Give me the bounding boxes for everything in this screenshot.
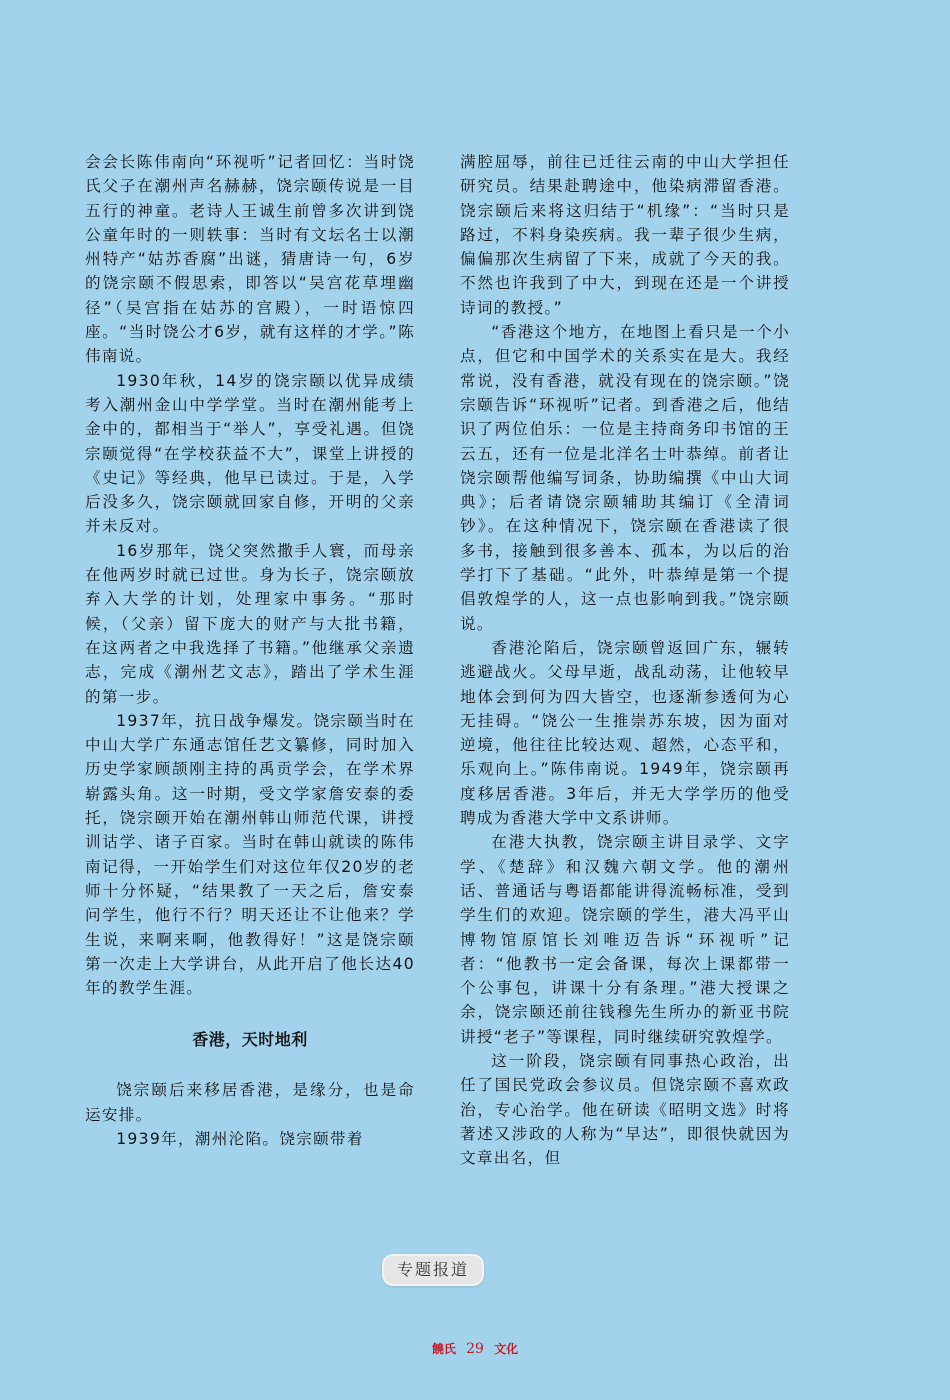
section-badge: 专题报道 [384,1256,482,1284]
paragraph: 满腔屈辱，前往已迁往云南的中山大学担任研究员。结果赴聘途中，他染病滞留香港。饶宗颐后来将这归结于“机缘”：“当时只是路过，不料身染疾病。我一辈子很少生病，偏偏那次生病留了下来，成就了今天的我。不然也许我到了中大，到现在还是一个讲授诗词的教授。” [460,153,790,317]
page-number: 29 [466,1341,484,1357]
footer-magazine-name-left: 饒氏 [431,1342,456,1356]
paragraph: 16岁那年，饶父突然撒手人寰，而母亲在他两岁时就已过世。身为长子，饶宗颐放弃入大学的计划，处理家中事务。“那时候，（父亲）留下庞大的财产与大批书籍，在这两者之中我选择了书籍。”他继承父亲遗志，完成《潮州艺文志》，踏出了学术生涯的第一步。 [85,541,415,706]
paragraph: 在港大执教，饶宗颐主讲目录学、文字学、《楚辞》和汉魏六朝文学。他的潮州话、普通话与粤语都能讲得流畅标准，受到学生们的欢迎。饶宗颐的学生，港大冯平山博物馆原馆长刘唯迈告诉“环视听”记者：“他教书一定会备课，每次上课都带一个公事包，讲课十分有条理。”港大授课之余，饶宗颐还前往钱穆先生所办的新亚书院讲授“老子”等课程，同时继续研究敦煌学。 [460,833,790,1046]
article-column-right [460,150,790,1170]
section-heading: 香港，天时地利 [192,1030,308,1050]
paragraph: 香港沦陷后，饶宗颐曾返回广东，辗转逃避战火。父母早逝，战乱动荡，让他较早地体会到何为四大皆空，也逐渐参透何为心无挂碍。“饶公一生推崇苏东坡，因为面对逆境，他往往比较达观、超然，心态平和，乐观向上。”陈伟南说。1949年，饶宗颐再度移居香港。3年后，并无大学学历的他受聘成为香港大学中文系讲师。 [460,638,790,828]
article-column-left [85,150,415,1151]
page-footer [0,1341,950,1357]
paragraph: 会会长陈伟南向“环视听”记者回忆：当时饶氏父子在潮州声名赫赫，饶宗颐传说是一目五行的神童。老诗人王诚生前曾多次讲到饶公童年时的一则轶事：当时有文坛名士以潮州特产“姑苏香腐”出谜，猜唐诗一句，6岁的饶宗颐不假思索，即答以“吴宫花草埋幽径”（吴宫指在姑苏的宫殿），一时语惊四座。“当时饶公才6岁，就有这样的才学。”陈伟南说。 [85,153,415,366]
paragraph: 1930年秋，14岁的饶宗颐以优异成绩考入潮州金山中学学堂。当时在潮州能考上金中的，都相当于“举人”，享受礼遇。但饶宗颐觉得“在学校获益不大”，课堂上讲授的《史记》等经典，他早已读过。于是，入学后没多久，饶宗颐就回家自修，开明的父亲并未反对。 [85,371,415,536]
paragraph: 这一阶段，饶宗颐有同事热心政治，出任了国民党政会参议员。但饶宗颐不喜欢政治，专心治学。他在研读《昭明文选》时将著述又涉政的人称为“早达”，即很快就因为文章出名，但 [460,1051,790,1168]
paragraph: “香港这个地方，在地图上看只是一个小点，但它和中国学术的关系实在是大。我经常说，没有香港，就没有现在的饶宗颐。”饶宗颐告诉“环视听”记者。到香港之后，他结识了两位伯乐：一位是主持商务印书馆的王云五，还有一位是北洋名士叶恭绰。前者让饶宗颐帮他编写词条，协助编撰《中山大词典》；后者请饶宗颐辅助其编订《全清词钞》。在这种情况下，饶宗颐在香港读了很多书，接触到很多善本、孤本，为以后的治学打下了基础。“此外，叶恭绰是第一个提倡敦煌学的人，这一点也影响到我。”饶宗颐说。 [460,323,790,633]
footer-magazine-name-right: 文化 [494,1342,519,1356]
paragraph: 饶宗颐后来移居香港，是缘分，也是命运安排。 [85,1081,415,1124]
paragraph: 1937年，抗日战争爆发。饶宗颐当时在中山大学广东通志馆任艺文纂修，同时加入历史学家顾颉刚主持的禹贡学会，在学术界崭露头角。这一时期，受文学家詹安泰的委托，饶宗颐开始在潮州韩山师范代课，讲授训诂学、诸子百家。当时在韩山就读的陈伟南记得，一开始学生们对这位年仅20岁的老师十分怀疑，“结果教了一天之后，詹安泰问学生，他行不行？明天还让不让他来？学生说，来啊来啊，他教得好！”这是饶宗颐第一次走上大学讲台，从此开启了他长达40年的教学生涯。 [85,711,415,998]
paragraph: 1939年，潮州沦陷。饶宗颐带着 [116,1129,364,1148]
